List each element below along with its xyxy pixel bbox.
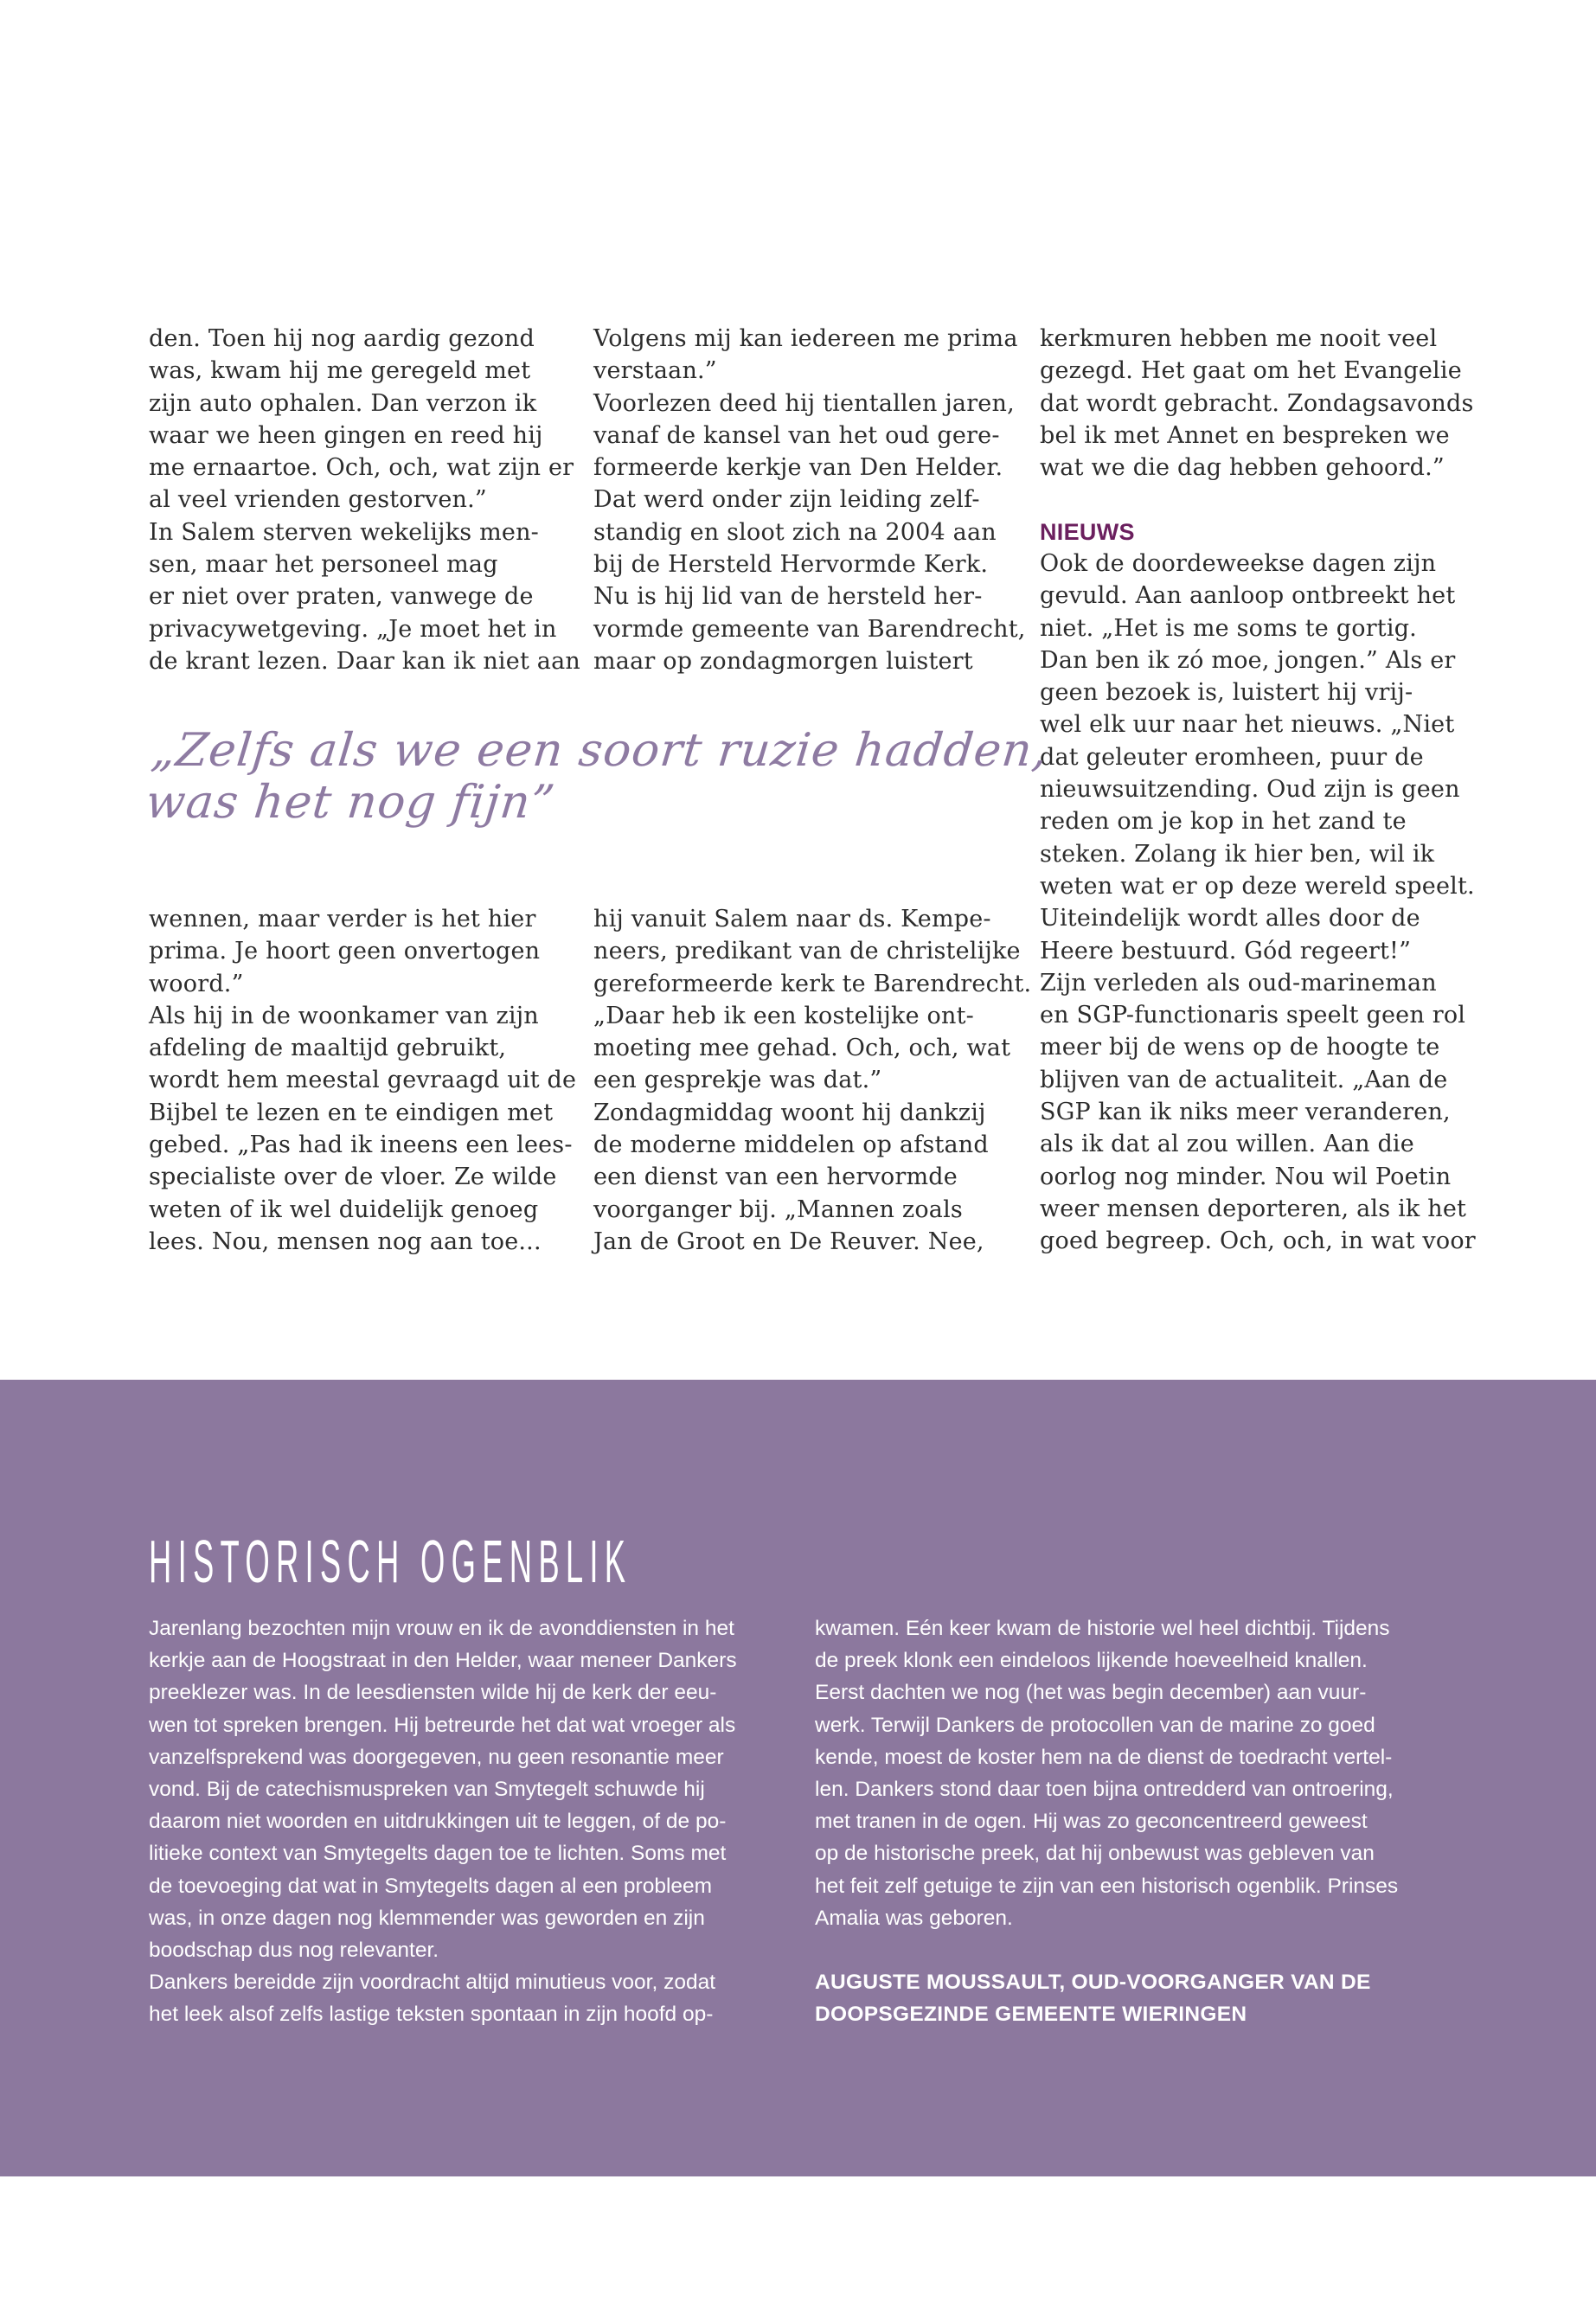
pull-quote-line: was het nog fijn” <box>143 776 558 829</box>
text-line: Zondagmiddag woont hij dankzij <box>593 1099 986 1126</box>
text-line: was, kwam hij me geregeld met <box>149 357 531 385</box>
text-line: Zijn verleden als oud-marineman <box>1040 969 1437 997</box>
text-line: kerkje aan de Hoogstraat in den Helder, waar meneer Dankers <box>149 1649 737 1673</box>
text-line: met tranen in de ogen. Hij was zo geconcentreerd geweest <box>815 1810 1368 1834</box>
article-column-1-bottom <box>149 903 577 1258</box>
text-line: gezegd. Het gaat om het Evangelie <box>1040 357 1462 385</box>
text-line: vond. Bij de catechismuspreken van Smytegelt schuwde hij <box>149 1778 705 1802</box>
text-line: hij vanuit Salem naar ds. Kempe- <box>593 906 991 933</box>
text-line: „Daar heb ik een kostelijke ont- <box>593 1002 974 1029</box>
text-line: afdeling de maaltijd gebruikt, <box>149 1035 507 1062</box>
text-line: de moderne middelen op afstand <box>593 1131 989 1159</box>
text-line: wordt hem meestal gevraagd uit de <box>149 1067 577 1094</box>
text-line: kwamen. Eén keer kwam de historie wel heel dichtbij. Tijdens <box>815 1617 1390 1640</box>
text-line: specialiste over de vloer. Ze wilde <box>149 1163 557 1191</box>
article-column-2-bottom <box>593 903 1032 1258</box>
text-line: In Salem sterven wekelijks men- <box>149 518 539 546</box>
text-line: wen tot spreken brengen. Hij betreurde het dat wat vroeger als <box>149 1713 736 1737</box>
text-line: moeting mee gehad. Och, och, wat <box>593 1035 1011 1062</box>
text-line: wat we die dag hebben gehoord.” <box>1040 454 1445 482</box>
text-line: bel ik met Annet en bespreken we <box>1040 421 1450 449</box>
text-line: woord.” <box>149 970 244 997</box>
text-line: weer mensen deporteren, als ik het <box>1040 1195 1467 1222</box>
text-line: was, in onze dagen nog klemmender was geworden en zijn <box>149 1906 705 1930</box>
text-line: prima. Je hoort geen onvertogen <box>149 938 541 965</box>
text-line: een gesprekje was dat.” <box>593 1067 882 1094</box>
text-line: vormde gemeente van Barendrecht, <box>593 615 1026 643</box>
text-line: formeerde kerkje van Den Helder. <box>593 454 1003 482</box>
text-line: geen bezoek is, luistert hij vrij- <box>1040 679 1413 707</box>
text-line: Dan ben ik zó moe, jongen.” Als er <box>1040 646 1456 674</box>
text-line: dat wordt gebracht. Zondagsavonds <box>1040 389 1474 417</box>
text-line: waar we heen gingen en reed hij <box>149 421 543 449</box>
text-line: Jan de Groot en De Reuver. Nee, <box>593 1227 984 1255</box>
text-line: Nu is hij lid van de hersteld her- <box>593 583 983 611</box>
text-line: preeklezer was. In de leesdiensten wilde hij de kerk der eeu- <box>149 1681 717 1705</box>
text-line: Uiteindelijk wordt alles door de <box>1040 905 1420 933</box>
text-line: lees. Nou, mensen nog aan toe... <box>149 1227 542 1255</box>
text-line: weten of ik wel duidelijk genoeg <box>149 1195 539 1223</box>
text-line: Voorlezen deed hij tientallen jaren, <box>593 389 1015 417</box>
text-line: kerkmuren hebben me nooit veel <box>1040 325 1438 352</box>
text-line: het leek alsof zelfs lastige teksten spontaan in zijn hoofd op- <box>149 2003 714 2027</box>
text-line: maar op zondagmorgen luistert <box>593 647 973 675</box>
text-line: sen, maar het personeel mag <box>149 551 498 579</box>
text-line: er niet over praten, vanwege de <box>149 583 534 611</box>
text-line: Amalia was geboren. <box>815 1906 1013 1930</box>
historisch-column-1 <box>149 1612 789 2031</box>
article-column-3-bottom <box>1040 548 1476 1258</box>
text-line: Heere bestuurd. Gód regeert!” <box>1040 937 1412 965</box>
article-column-2-top <box>593 323 1026 677</box>
text-line: de krant lezen. Daar kan ik niet aan <box>149 647 580 675</box>
text-line: vanaf de kansel van het oud gere- <box>593 421 1000 449</box>
text-line: steken. Zolang ik hier ben, wil ik <box>1040 840 1435 868</box>
text-line: verstaan.” <box>593 357 717 385</box>
text-line: blijven van de actualiteit. „Aan de <box>1040 1066 1448 1093</box>
article-column-1-top <box>149 323 580 677</box>
pull-quote-line: „Zelfs als we een soort ruzie hadden, <box>149 724 1051 777</box>
text-line: bij de Hersteld Hervormde Kerk. <box>593 551 989 579</box>
text-line: niet. „Het is me soms te gortig. <box>1040 614 1417 642</box>
text-line: wel elk uur naar het nieuws. „Niet <box>1040 711 1455 739</box>
text-line: weten wat er op deze wereld speelt. <box>1040 872 1475 900</box>
text-line: Dat werd onder zijn leiding zelf- <box>593 486 980 514</box>
text-line: de toevoeging dat wat in Smytegelts dagen al een probleem <box>149 1874 713 1898</box>
text-line: gereformeerde kerk te Barendrecht. <box>593 970 1032 997</box>
text-line: gebed. „Pas had ik ineens een lees- <box>149 1131 573 1159</box>
text-line: de preek klonk een eindeloos lijkende hoeveelheid knallen. <box>815 1649 1368 1673</box>
text-line: Ook de doordeweekse dagen zijn <box>1040 550 1437 577</box>
text-line: een dienst van een hervormde <box>593 1163 958 1191</box>
article-column-3-top <box>1040 323 1474 548</box>
text-line: nieuwsuitzending. Oud zijn is geen <box>1040 776 1460 804</box>
text-line: al veel vrienden gestorven.” <box>149 486 487 514</box>
text-line: gevuld. Aan aanloop ontbreekt het <box>1040 582 1456 610</box>
text-line: privacywetgeving. „Je moet het in <box>149 615 557 643</box>
text-line: Als hij in de woonkamer van zijn <box>149 1002 539 1029</box>
text-line: wennen, maar verder is het hier <box>149 906 536 933</box>
text-line: zijn auto ophalen. Dan verzon ik <box>149 389 537 417</box>
historisch-ogenblik-title: HISTORISCH OGENBLIK <box>149 1528 632 1595</box>
text-line: goed begreep. Och, och, in wat voor <box>1040 1227 1476 1255</box>
text-line: me ernaartoe. Och, och, wat zijn er <box>149 454 574 482</box>
text-line: op de historische preek, dat hij onbewust was gebleven van <box>815 1842 1375 1866</box>
text-line: Eerst dachten we nog (het was begin december) aan vuur- <box>815 1681 1367 1705</box>
text-line: voorganger bij. „Mannen zoals <box>593 1195 963 1223</box>
author-credit: DOOPSGEZINDE GEMEENTE WIERINGEN <box>815 2003 1247 2027</box>
text-line: oorlog nog minder. Nou wil Poetin <box>1040 1163 1452 1190</box>
author-credit: AUGUSTE MOUSSAULT, OUD-VOORGANGER VAN DE <box>815 1971 1371 1995</box>
text-line: boodschap dus nog relevanter. <box>149 1939 439 1963</box>
pull-quote <box>143 724 1051 829</box>
text-line: en SGP-functionaris speelt geen rol <box>1040 1002 1466 1029</box>
text-line: als ik dat al zou willen. Aan die <box>1040 1131 1414 1158</box>
text-line: werk. Terwijl Dankers de protocollen van de marine zo goed <box>815 1713 1375 1737</box>
text-line: dat geleuter eromheen, puur de <box>1040 743 1424 771</box>
section-heading-nieuws: NIEUWS <box>1040 518 1135 545</box>
text-line: neers, predikant van de christelijke <box>593 938 1021 965</box>
text-line: Jarenlang bezochten mijn vrouw en ik de avonddiensten in het <box>149 1617 734 1640</box>
text-line: SGP kan ik niks meer veranderen, <box>1040 1099 1451 1126</box>
text-line: het feit zelf getuige te zijn van een historisch ogenblik. Prinses <box>815 1874 1399 1898</box>
text-line: den. Toen hij nog aardig gezond <box>149 325 535 352</box>
text-line: Dankers bereidde zijn voordracht altijd minutieus voor, zodat <box>149 1971 716 1995</box>
text-line: litieke context van Smytegelts dagen toe te lichten. Soms met <box>149 1842 727 1866</box>
historisch-column-2 <box>815 1612 1455 2031</box>
text-line: kende, moest de koster hem na de dienst de toedracht vertel- <box>815 1745 1393 1769</box>
text-line: Bijbel te lezen en te eindigen met <box>149 1099 554 1126</box>
text-line: standig en sloot zich na 2004 aan <box>593 518 997 546</box>
text-line: reden om je kop in het zand te <box>1040 808 1407 836</box>
text-line: meer bij de wens op de hoogte te <box>1040 1034 1440 1061</box>
text-line: vanzelfsprekend was doorgegeven, nu geen resonantie meer <box>149 1745 724 1769</box>
text-line: len. Dankers stond daar toen bijna ontredderd van ontroering, <box>815 1778 1394 1802</box>
text-line: daarom niet woorden en uitdrukkingen uit te leggen, of de po- <box>149 1810 727 1834</box>
text-line: Volgens mij kan iedereen me prima <box>593 325 1018 352</box>
